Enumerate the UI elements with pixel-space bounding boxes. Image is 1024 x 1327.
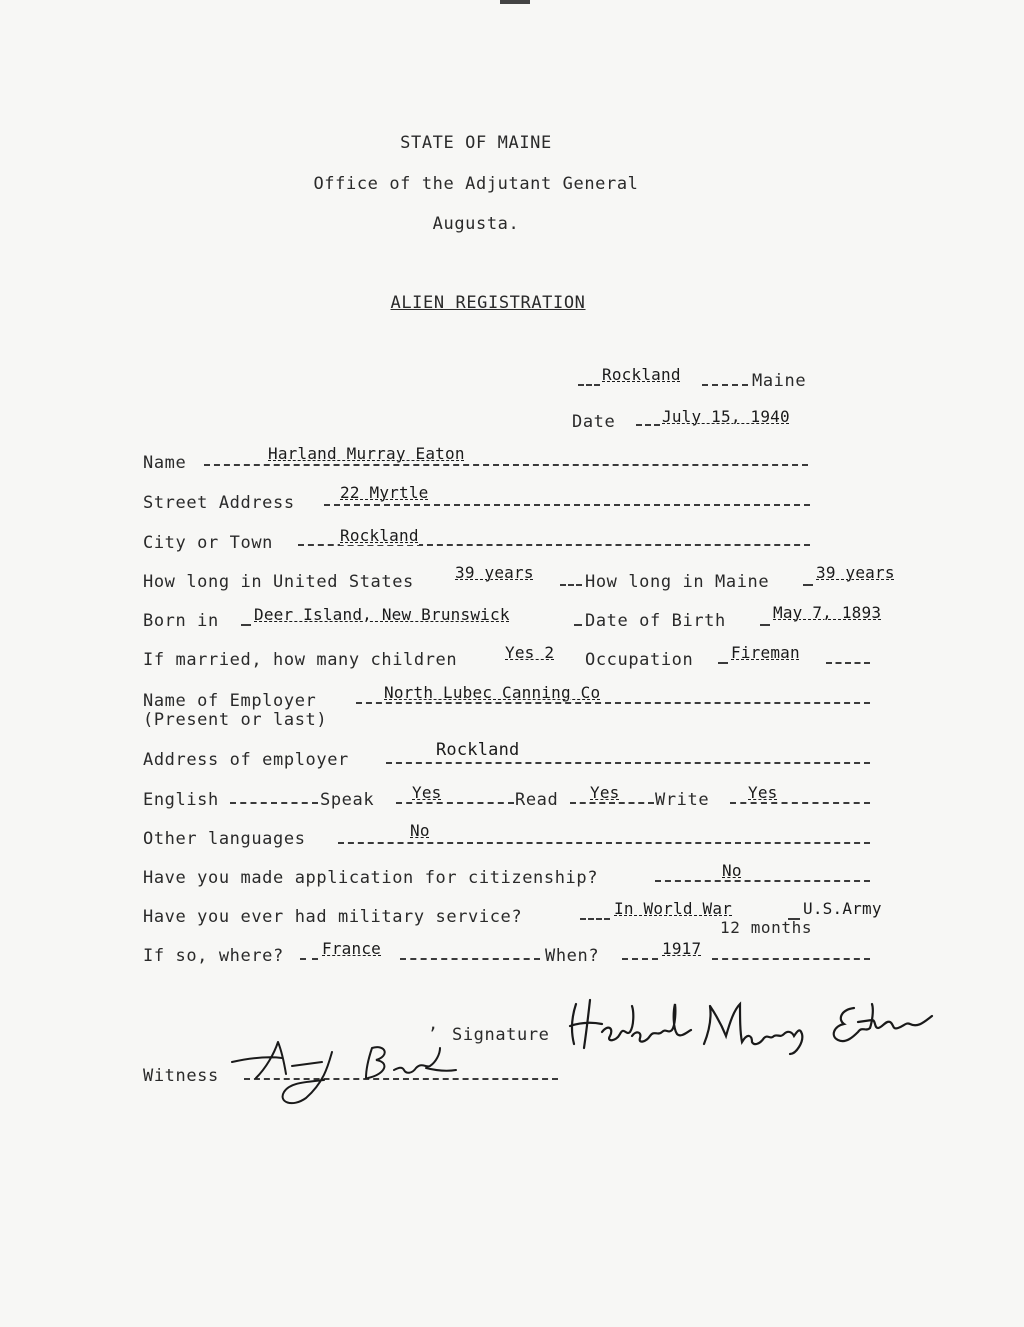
name-label: Name bbox=[143, 453, 187, 473]
employer-sub-label: (Present or last) bbox=[143, 710, 328, 730]
us-label: How long in United States bbox=[143, 572, 414, 592]
form-title: ALIEN REGISTRATION bbox=[390, 293, 586, 313]
born-label: Born in bbox=[143, 611, 219, 631]
read-line bbox=[570, 802, 654, 804]
date-value: July 15, 1940 bbox=[662, 407, 790, 426]
signature-comma: , bbox=[428, 1014, 439, 1034]
dob-dash-pre bbox=[574, 624, 582, 626]
when-label: When? bbox=[545, 946, 600, 966]
witness-signature-image bbox=[226, 1022, 466, 1112]
dob-label: Date of Birth bbox=[585, 611, 726, 631]
maine-label: How long in Maine bbox=[585, 572, 770, 592]
citizenship-value: No bbox=[722, 861, 742, 880]
city-value: Rockland bbox=[340, 526, 419, 545]
place-state-label: Maine bbox=[752, 371, 807, 391]
when-value: 1917 bbox=[662, 939, 702, 958]
married-value: Yes 2 bbox=[505, 643, 555, 662]
street-label: Street Address bbox=[143, 493, 295, 513]
military-duration: 12 months bbox=[720, 918, 813, 937]
name-value: Harland Murray Eaton bbox=[268, 444, 465, 463]
military-label: Have you ever had military service? bbox=[143, 907, 523, 927]
maine-value: 39 years bbox=[816, 563, 895, 582]
occupation-label: Occupation bbox=[585, 650, 694, 670]
married-label: If married, how many children bbox=[143, 650, 458, 670]
name-line bbox=[204, 464, 808, 466]
signature-label: Signature bbox=[452, 1025, 550, 1045]
employer-addr-label: Address of employer bbox=[143, 750, 349, 770]
employer-label: Name of Employer bbox=[143, 691, 317, 711]
when-dash-post bbox=[712, 958, 870, 960]
citizenship-label: Have you made application for citizenship? bbox=[143, 868, 599, 888]
occupation-dash-pre bbox=[718, 662, 728, 664]
speak-value: Yes bbox=[412, 783, 442, 802]
street-line bbox=[324, 504, 810, 506]
read-label: Read bbox=[515, 790, 559, 810]
us-dash bbox=[560, 584, 582, 586]
other-lang-value: No bbox=[410, 821, 430, 840]
other-lang-label: Other languages bbox=[143, 829, 306, 849]
dob-dash bbox=[760, 624, 770, 626]
header-city: Augusta. bbox=[432, 214, 520, 234]
occupation-value: Fireman bbox=[731, 643, 800, 662]
speak-label: Speak bbox=[320, 790, 375, 810]
place-dash-pre bbox=[578, 384, 600, 386]
write-label: Write bbox=[655, 790, 710, 810]
header-office: Office of the Adjutant General bbox=[313, 174, 639, 194]
where-dash-pre bbox=[300, 958, 318, 960]
born-value: Deer Island, New Brunswick bbox=[254, 605, 510, 624]
english-label: English bbox=[143, 790, 219, 810]
where-label: If so, where? bbox=[143, 946, 284, 966]
when-dash-pre bbox=[622, 958, 658, 960]
place-dash-post bbox=[702, 384, 748, 386]
military-branch: U.S.Army bbox=[803, 899, 882, 918]
dob-value: May 7, 1893 bbox=[773, 603, 882, 622]
write-line bbox=[730, 802, 870, 804]
place-town: Rockland bbox=[602, 365, 681, 384]
top-edge-mark bbox=[500, 0, 530, 4]
header-state: STATE OF MAINE bbox=[400, 133, 552, 153]
city-label: City or Town bbox=[143, 533, 274, 553]
employer-line bbox=[356, 702, 870, 704]
employer-addr-value: Rockland bbox=[436, 740, 520, 760]
speak-line bbox=[396, 802, 514, 804]
citizenship-line bbox=[655, 880, 870, 882]
date-dash bbox=[636, 424, 660, 426]
other-lang-line bbox=[338, 842, 870, 844]
read-value: Yes bbox=[590, 783, 620, 802]
military-dash bbox=[580, 918, 610, 920]
born-dash bbox=[241, 624, 251, 626]
military-value: In World War bbox=[614, 899, 732, 918]
employer-value: North Lubec Canning Co bbox=[384, 683, 601, 702]
english-dash bbox=[230, 802, 318, 804]
witness-value bbox=[460, 1040, 468, 1058]
maine-dash bbox=[803, 584, 813, 586]
date-label: Date bbox=[572, 412, 616, 432]
where-dash-post bbox=[400, 958, 540, 960]
where-value: France bbox=[322, 939, 381, 958]
employer-addr-line bbox=[386, 762, 870, 764]
occupation-dash-post bbox=[826, 662, 870, 664]
street-value: 22 Myrtle bbox=[340, 483, 429, 502]
witness-label: Witness bbox=[143, 1066, 219, 1086]
us-value: 39 years bbox=[455, 563, 534, 582]
write-value: Yes bbox=[748, 783, 778, 802]
signature-image bbox=[562, 992, 947, 1058]
